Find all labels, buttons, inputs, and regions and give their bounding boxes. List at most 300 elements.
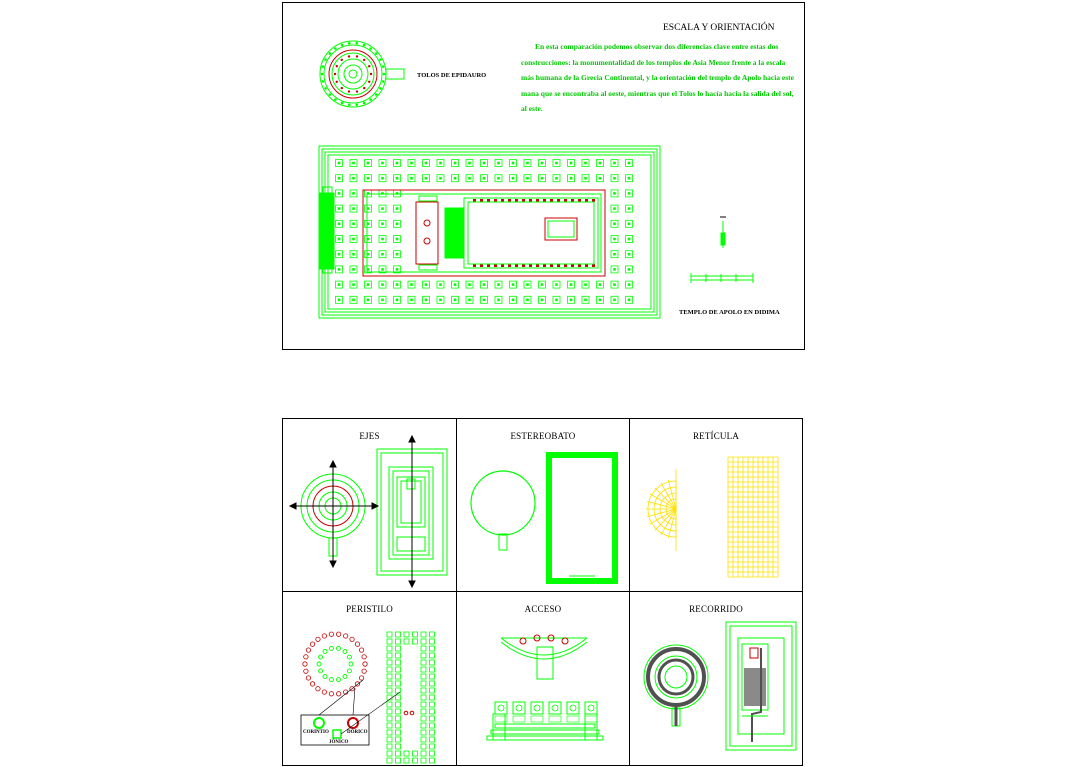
- temple-column-core: [599, 177, 602, 180]
- temple-column-core: [352, 192, 355, 195]
- temple-column: [396, 653, 401, 658]
- temple-column: [387, 674, 392, 679]
- temple-column-core: [410, 299, 413, 302]
- temple-column: [421, 737, 426, 742]
- temple-column: [421, 716, 426, 721]
- tholos-column: [375, 93, 378, 96]
- temple-column: [396, 695, 401, 700]
- temple-column-core: [352, 207, 355, 210]
- temple-column: [430, 653, 435, 658]
- temple-column-core: [628, 192, 631, 195]
- panel-acceso: [456, 591, 630, 766]
- outer-column: [316, 637, 320, 641]
- tholos-column: [334, 47, 337, 50]
- temple-column: [421, 751, 426, 756]
- panel-ejes: [282, 418, 457, 592]
- tholos-column: [321, 73, 324, 76]
- tholos-column: [355, 103, 358, 106]
- panel-title: ACCESO: [524, 604, 562, 614]
- tholos-column: [382, 65, 385, 68]
- temple-column: [430, 709, 435, 714]
- temple-column-core: [628, 268, 631, 271]
- temple-column: [387, 758, 392, 763]
- outer-column: [350, 637, 354, 641]
- doric-label: DÓRICO: [347, 730, 368, 735]
- temple-column: [387, 660, 392, 665]
- temple-column: [387, 653, 392, 658]
- temple-column-core: [352, 253, 355, 256]
- ionic-column: [333, 730, 341, 738]
- temple-column: [430, 716, 435, 721]
- temple-column: [430, 744, 435, 749]
- temple-column: [404, 639, 409, 644]
- temple-column-core: [613, 283, 616, 286]
- tholos-caption: TOLOS DE EPIDAURO: [417, 72, 487, 79]
- temple-column: [421, 688, 426, 693]
- temple-column: [387, 744, 392, 749]
- temple-column: [396, 716, 401, 721]
- temple-column-core: [613, 223, 616, 226]
- tholos-column: [363, 102, 366, 105]
- tholos-column: [375, 52, 378, 55]
- inner-column: [319, 669, 323, 673]
- panel-title: RECORRIDO: [689, 604, 743, 614]
- temple-column-core: [381, 177, 384, 180]
- temple-column: [421, 702, 426, 707]
- inner-column: [317, 662, 321, 666]
- temple-column: [421, 723, 426, 728]
- temple-column-core: [483, 299, 486, 302]
- temple-column-core: [439, 177, 442, 180]
- temple-column-core: [570, 177, 573, 180]
- panel-title: PERISTILO: [346, 604, 393, 614]
- temple-column: [396, 751, 401, 756]
- temple-column-core: [570, 283, 573, 286]
- inner-column: [329, 678, 333, 682]
- temple-column-core: [381, 223, 384, 226]
- temple-column-grid: [336, 160, 633, 304]
- temple-column-core: [613, 268, 616, 271]
- temple-column-core: [425, 162, 428, 165]
- temple-column-core: [454, 162, 457, 165]
- temple-column: [387, 639, 392, 644]
- temple-column-core: [381, 283, 384, 286]
- temple-column: [387, 688, 392, 693]
- tholos-inner-column: [341, 87, 343, 89]
- tholos-inner-column: [363, 59, 365, 61]
- temple-column-core: [454, 283, 457, 286]
- temple-column: [430, 660, 435, 665]
- inner-column: [343, 649, 347, 653]
- access-column-shaft: [516, 705, 522, 711]
- inner-column: [349, 662, 353, 666]
- access-column-base: [513, 716, 525, 722]
- temple-column: [430, 723, 435, 728]
- access-column-base: [549, 716, 561, 722]
- temple-column: [387, 723, 392, 728]
- temple-column-core: [439, 283, 442, 286]
- access-column: [585, 702, 597, 714]
- temple-column-core: [541, 283, 544, 286]
- temple-column: [421, 695, 426, 700]
- access-column-shaft: [552, 705, 558, 711]
- sheet-title: ESCALA Y ORIENTACIÓN: [663, 23, 775, 33]
- temple-column-core: [628, 283, 631, 286]
- temple-column: [387, 667, 392, 672]
- temple-column: [396, 702, 401, 707]
- outer-column: [362, 655, 366, 659]
- temple-column: [430, 688, 435, 693]
- temple-column: [430, 730, 435, 735]
- temple-column-core: [352, 223, 355, 226]
- temple-column-core: [584, 177, 587, 180]
- temple-column: [396, 681, 401, 686]
- inner-column: [343, 675, 347, 679]
- temple-column-core: [367, 299, 370, 302]
- scale-bar: [691, 273, 753, 283]
- temple-column-core: [613, 177, 616, 180]
- temple-column-core: [483, 283, 486, 286]
- panel-estereobato: [456, 418, 630, 592]
- temple-column: [430, 674, 435, 679]
- temple-column: [413, 758, 418, 763]
- temple-column-core: [526, 162, 529, 165]
- temple-column-core: [570, 162, 573, 165]
- tholos-column: [383, 73, 386, 76]
- tholos-inner-column: [336, 65, 338, 67]
- temple-column-core: [613, 238, 616, 241]
- peristilo-inner-ring: [317, 646, 353, 681]
- outer-column: [336, 632, 340, 636]
- temple-column-core: [512, 283, 515, 286]
- temple-column-core: [468, 177, 471, 180]
- inner-column: [319, 655, 323, 659]
- temple-column-core: [526, 283, 529, 286]
- tholos-column: [322, 65, 325, 68]
- interior-column: [404, 711, 408, 715]
- access-column-base: [567, 716, 579, 722]
- temple-column-core: [381, 268, 384, 271]
- temple-column: [396, 744, 401, 749]
- tholos-inner-column: [348, 90, 350, 92]
- north-arrow: [720, 217, 726, 248]
- tholos-column: [348, 103, 351, 106]
- tholos-column: [379, 58, 382, 61]
- top-drawing-sheet: [282, 2, 805, 350]
- access-column-base: [585, 716, 597, 722]
- outer-column: [329, 632, 333, 636]
- temple-column-core: [396, 238, 399, 241]
- temple-column: [421, 653, 426, 658]
- tholos-column: [363, 44, 366, 47]
- temple-column-core: [555, 162, 558, 165]
- temple-column: [430, 758, 435, 763]
- temple-column-core: [439, 299, 442, 302]
- temple-column: [413, 639, 418, 644]
- outer-column: [316, 686, 320, 690]
- temple-column: [421, 674, 426, 679]
- temple-column-core: [497, 177, 500, 180]
- temple-column-core: [613, 299, 616, 302]
- temple-column-core: [584, 162, 587, 165]
- temple-column-core: [628, 177, 631, 180]
- temple-column-core: [512, 177, 515, 180]
- tholos-column: [341, 44, 344, 47]
- acceso-column-row: [495, 702, 597, 722]
- temple-column-core: [352, 268, 355, 271]
- temple-column-core: [396, 253, 399, 256]
- temple-column-core: [338, 162, 341, 165]
- temple-column: [421, 758, 426, 763]
- temple-column-core: [410, 283, 413, 286]
- temple-column-core: [599, 299, 602, 302]
- temple-column: [421, 639, 426, 644]
- temple-column-core: [352, 299, 355, 302]
- tholos-column: [334, 98, 337, 101]
- temple-column: [387, 751, 392, 756]
- panel-title: ESTEREOBATO: [510, 431, 576, 441]
- temple-column-core: [512, 162, 515, 165]
- temple-column-core: [396, 177, 399, 180]
- temple-column: [430, 667, 435, 672]
- tholos-column: [324, 58, 327, 61]
- temple-column: [387, 681, 392, 686]
- access-column: [531, 702, 543, 714]
- temple-column-core: [599, 283, 602, 286]
- inner-column: [337, 646, 341, 650]
- temple-column: [421, 646, 426, 651]
- top-plan-drawings: [283, 3, 804, 349]
- tholos-inner-column: [348, 55, 350, 57]
- temple-column: [396, 667, 401, 672]
- temple-column-core: [541, 177, 544, 180]
- tholos-inner-column: [356, 55, 358, 57]
- temple-column-core: [512, 299, 515, 302]
- access-column: [549, 702, 561, 714]
- temple-column-core: [497, 283, 500, 286]
- temple-column-core: [628, 223, 631, 226]
- temple-column-core: [396, 162, 399, 165]
- tholos-inner-column: [368, 65, 370, 67]
- tholos-inner-column: [341, 59, 343, 61]
- access-column-shaft: [588, 705, 594, 711]
- ionic-label: JÓNICO: [329, 740, 349, 745]
- temple-column-core: [381, 238, 384, 241]
- temple-column-core: [439, 162, 442, 165]
- access-column-shaft: [534, 705, 540, 711]
- reticula-drawing: [630, 419, 803, 592]
- access-column-base: [531, 716, 543, 722]
- temple-column-core: [628, 299, 631, 302]
- peristilo-outer-ring: [303, 632, 367, 696]
- temple-column-core: [613, 253, 616, 256]
- temple-column: [421, 667, 426, 672]
- outer-column: [322, 634, 326, 638]
- temple-column-core: [628, 162, 631, 165]
- temple-column-core: [381, 299, 384, 302]
- temple-column-core: [367, 162, 370, 165]
- outer-column: [304, 669, 308, 673]
- tholos-inner-column: [368, 81, 370, 83]
- temple-column-core: [352, 177, 355, 180]
- inner-column: [337, 678, 341, 682]
- outer-column: [304, 655, 308, 659]
- temple-column-core: [628, 207, 631, 210]
- temple-column-core: [497, 162, 500, 165]
- tholos-inner-column: [334, 73, 336, 75]
- tholos-column: [369, 98, 372, 101]
- outer-column: [306, 648, 310, 652]
- estereobato-drawing: [457, 419, 630, 592]
- tholos-column: [328, 93, 331, 96]
- tholos-inner-column: [356, 90, 358, 92]
- recorrido-drawing: [630, 592, 803, 766]
- outer-column: [329, 692, 333, 696]
- temple-column-core: [454, 177, 457, 180]
- tholos-plan: [320, 41, 404, 107]
- temple-caption: TEMPLO DE APOLO EN DIDIMA: [679, 309, 780, 316]
- temple-column-core: [381, 162, 384, 165]
- temple-column-core: [468, 162, 471, 165]
- corinthian-column: [314, 718, 324, 728]
- temple-column-core: [338, 283, 341, 286]
- outer-column: [336, 692, 340, 696]
- temple-column-core: [338, 238, 341, 241]
- outer-column: [359, 676, 363, 680]
- temple-column-core: [338, 253, 341, 256]
- temple-column-core: [425, 299, 428, 302]
- temple-column-core: [396, 268, 399, 271]
- temple-column: [387, 737, 392, 742]
- access-column-shaft: [570, 705, 576, 711]
- outer-column: [310, 642, 314, 646]
- reticula-grid: [728, 457, 778, 577]
- panel-title: RETÍCULA: [692, 431, 740, 441]
- temple-column-core: [367, 283, 370, 286]
- temple-column: [387, 730, 392, 735]
- peristilo-temple-grid: [387, 632, 435, 763]
- temple-column: [396, 646, 401, 651]
- tholos-column: [341, 102, 344, 105]
- tholos-column: [379, 87, 382, 90]
- temple-column-core: [338, 192, 341, 195]
- temple-column: [387, 716, 392, 721]
- access-column: [495, 702, 507, 714]
- temple-column-core: [338, 207, 341, 210]
- temple-column: [421, 744, 426, 749]
- temple-column-core: [570, 299, 573, 302]
- temple-column: [396, 660, 401, 665]
- temple-column-core: [338, 223, 341, 226]
- temple-column-core: [338, 177, 341, 180]
- temple-column: [404, 758, 409, 763]
- tholos-column: [369, 47, 372, 50]
- temple-column-core: [483, 177, 486, 180]
- temple-column-core: [352, 162, 355, 165]
- temple-column: [396, 632, 401, 637]
- temple-column-core: [425, 283, 428, 286]
- outer-column: [362, 669, 366, 673]
- access-column: [567, 702, 579, 714]
- temple-column: [396, 730, 401, 735]
- tholos-inner-column: [336, 81, 338, 83]
- temple-column-core: [396, 299, 399, 302]
- inner-column: [329, 646, 333, 650]
- inner-column: [347, 669, 351, 673]
- temple-column-core: [396, 223, 399, 226]
- temple-column: [404, 751, 409, 756]
- temple-column: [396, 639, 401, 644]
- acceso-drawing: [457, 592, 630, 766]
- temple-column: [421, 730, 426, 735]
- tholos-column-ring: [321, 42, 386, 106]
- temple-column-core: [599, 162, 602, 165]
- intro-paragraph: En esta comparación podemos observar dos diferencias clave entre estas dos construcciones: la monumentalidad de los templos de Asia Menor frente a la escala más humana de la Grecia Continental, y la orientación del templo de Apolo hacia este mana que se encontraba al oeste, mientras que el Tolos lo hacía hacia la salida del sol, al este.: [521, 42, 794, 113]
- temple-column: [430, 632, 435, 637]
- temple-column-core: [454, 299, 457, 302]
- temple-column: [387, 632, 392, 637]
- inner-column: [323, 649, 327, 653]
- outer-column: [355, 642, 359, 646]
- tholos-column: [355, 42, 358, 45]
- outer-column: [306, 676, 310, 680]
- temple-column: [430, 639, 435, 644]
- temple-column-core: [483, 162, 486, 165]
- temple-column: [430, 646, 435, 651]
- temple-column-core: [555, 283, 558, 286]
- temple-column: [404, 632, 409, 637]
- tholos-column: [322, 80, 325, 83]
- panel-peristilo: [282, 591, 457, 766]
- temple-column-core: [396, 283, 399, 286]
- temple-column: [421, 632, 426, 637]
- temple-column: [396, 674, 401, 679]
- tholos-column: [382, 80, 385, 83]
- temple-column-core: [613, 162, 616, 165]
- temple-column-core: [628, 253, 631, 256]
- tholos-column: [328, 52, 331, 55]
- outer-column: [359, 648, 363, 652]
- panel-title: EJES: [359, 431, 380, 441]
- temple-column: [430, 681, 435, 686]
- outer-column: [322, 690, 326, 694]
- tholos-column: [324, 87, 327, 90]
- temple-column-core: [425, 177, 428, 180]
- temple-column: [421, 660, 426, 665]
- tholos-inner-column: [363, 87, 365, 89]
- outer-column: [303, 662, 307, 666]
- inner-column: [347, 655, 351, 659]
- inner-column: [323, 675, 327, 679]
- tholos-column: [348, 42, 351, 45]
- temple-column-core: [468, 283, 471, 286]
- temple-column-core: [584, 299, 587, 302]
- temple-column: [387, 646, 392, 651]
- temple-column: [413, 632, 418, 637]
- temple-column: [430, 702, 435, 707]
- temple-column: [430, 737, 435, 742]
- temple-column-core: [338, 268, 341, 271]
- temple-column-core: [555, 177, 558, 180]
- outer-column: [310, 682, 314, 686]
- temple-column-core: [497, 299, 500, 302]
- temple-column-core: [526, 177, 529, 180]
- temple-column: [387, 709, 392, 714]
- temple-column: [396, 723, 401, 728]
- temple-column: [421, 681, 426, 686]
- temple-column-core: [555, 299, 558, 302]
- temple-column: [396, 758, 401, 763]
